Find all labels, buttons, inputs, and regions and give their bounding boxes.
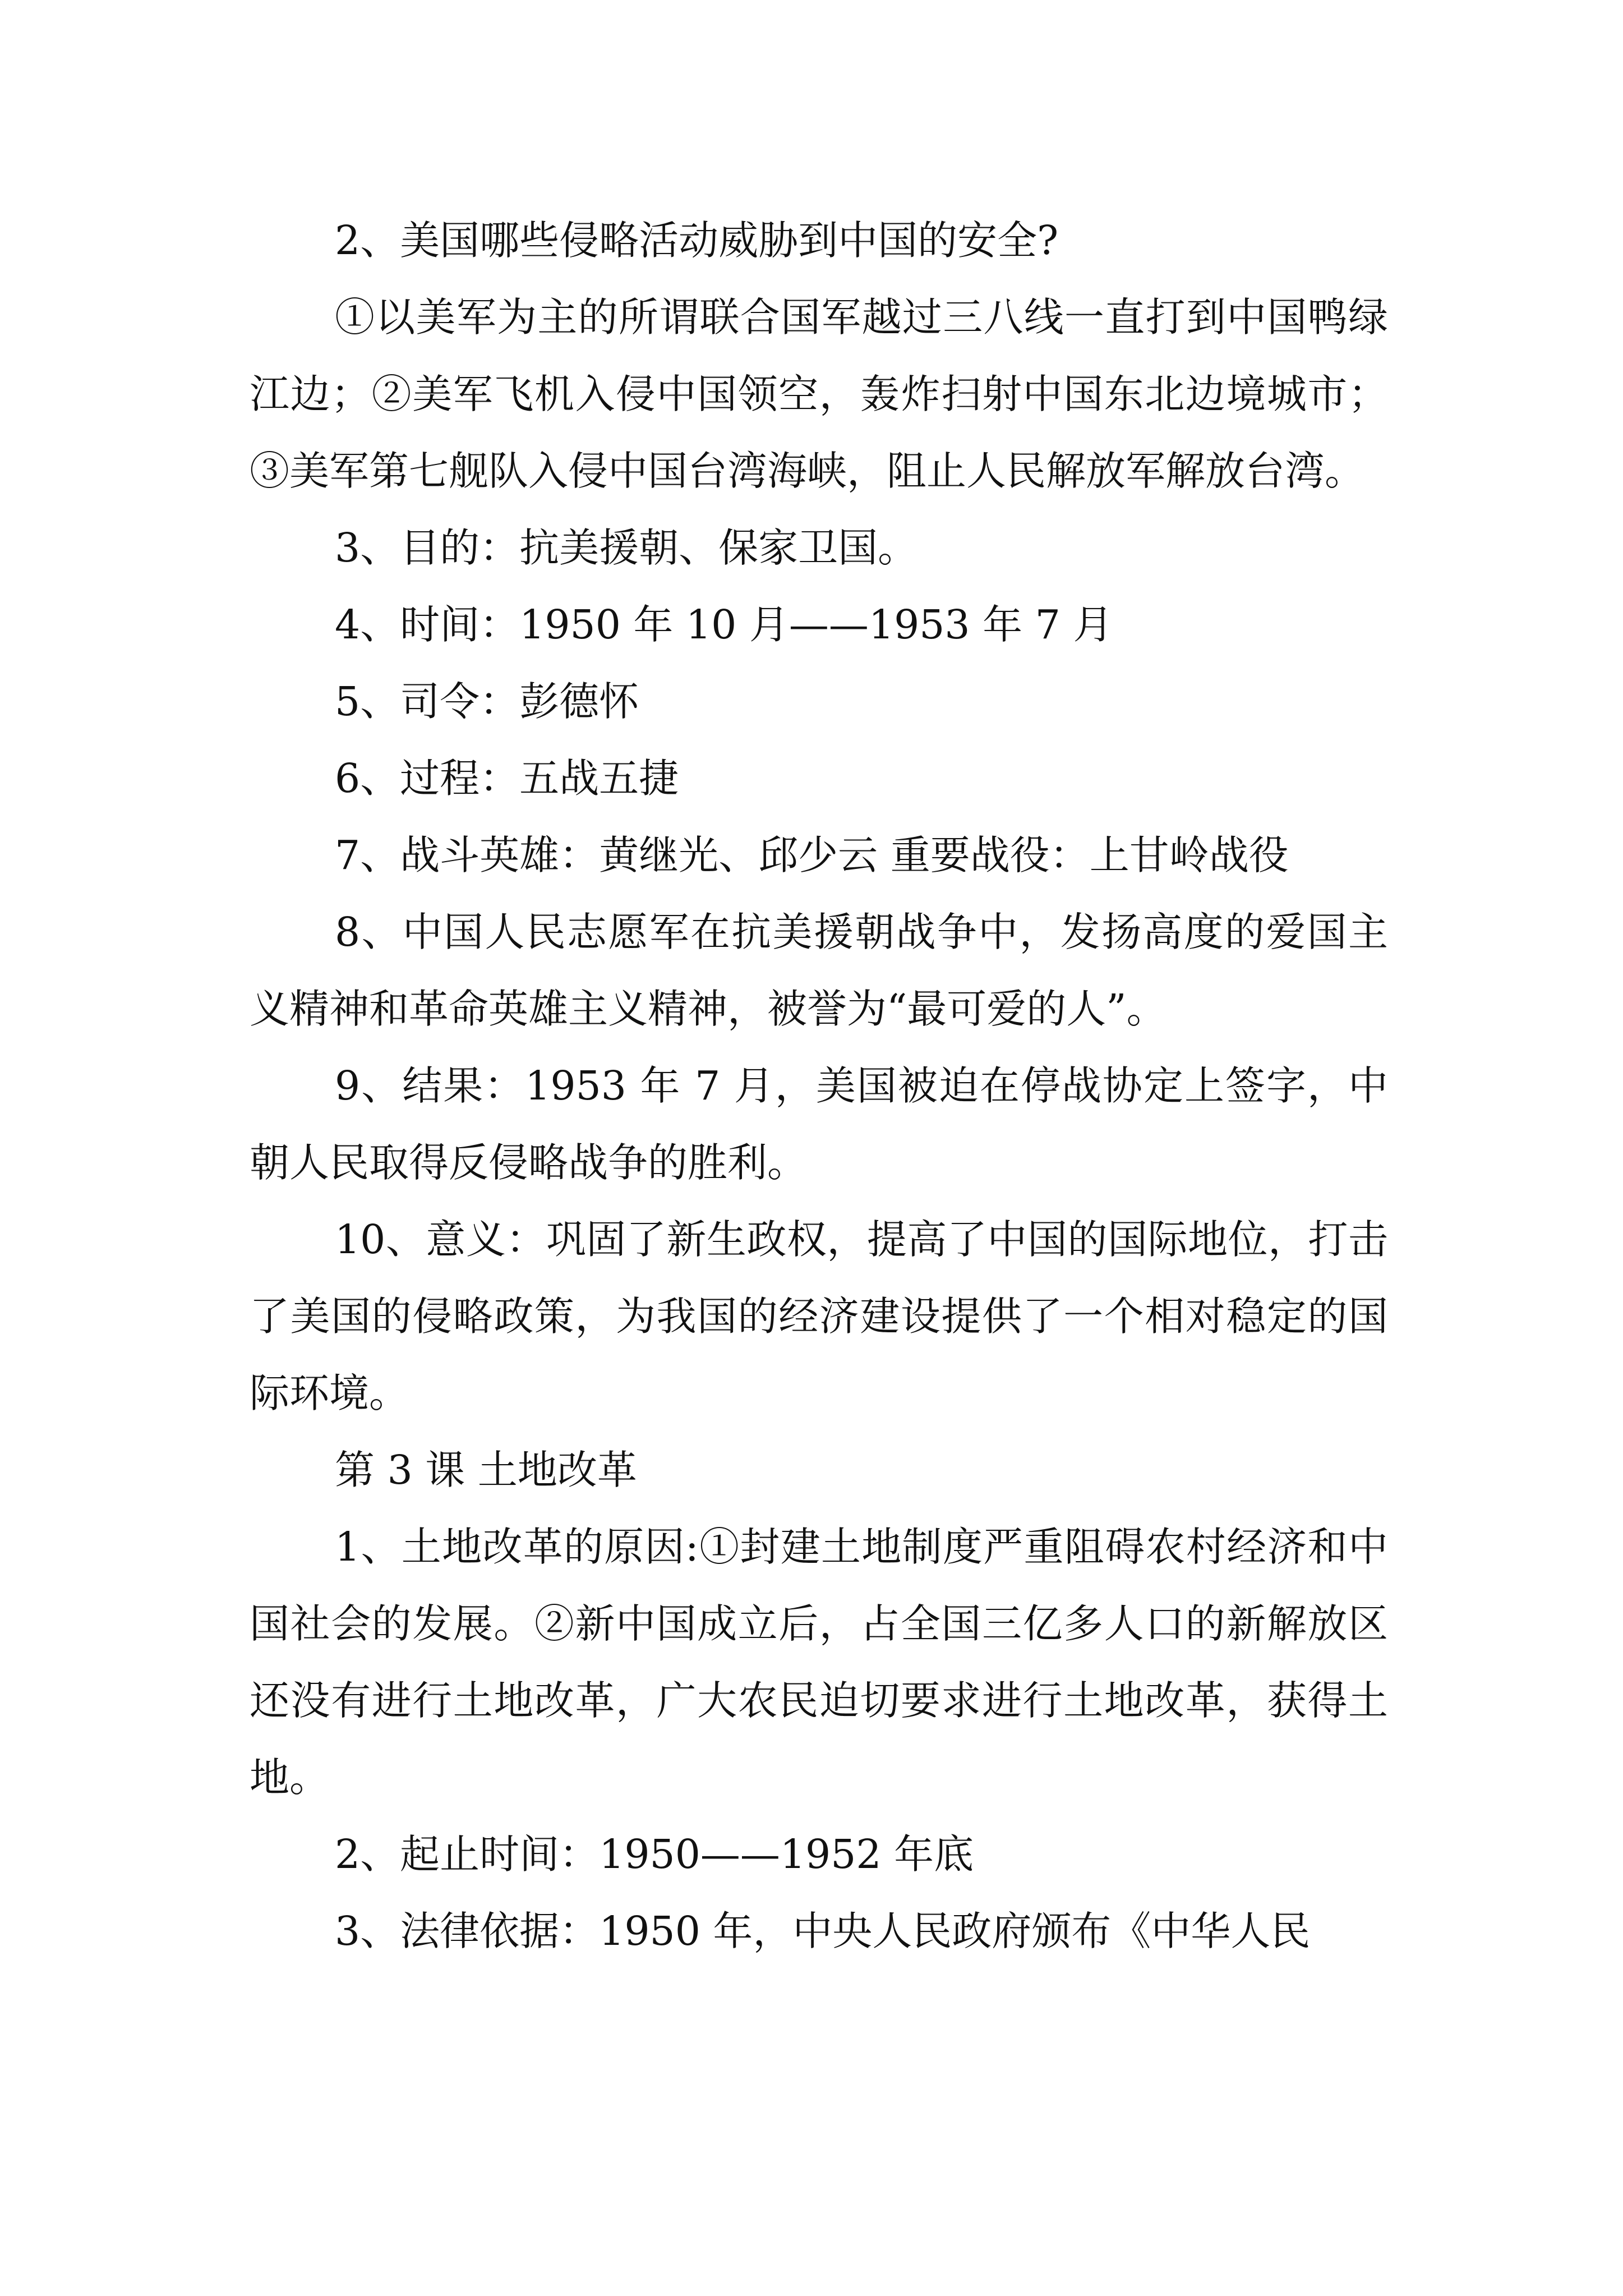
- paragraph-result: 9、结果：1953 年 7 月，美国被迫在停战协定上签字，中朝人民取得反侵略战争的胜利。: [250, 1062, 1388, 1186]
- lesson-heading: 第 3 课 土地改革: [335, 1447, 637, 1493]
- paragraph-us-aggression-question: 2、美国哪些侵略活动威胁到中国的安全?: [335, 217, 1059, 264]
- paragraph-volunteer-army: 8、中国人民志愿军在抗美援朝战争中，发扬高度的爱国主义精神和革命英雄主义精神，被誉为“最可爱的人”。: [250, 909, 1388, 1032]
- paragraph-us-aggression-answer: ①以美军为主的所谓联合国军越过三八线一直打到中国鸭绿江边；②美军飞机入侵中国领空，轰炸扫射中国东北边境城市；③美军第七舰队入侵中国台湾海峡，阻止人民解放军解放台湾。: [250, 294, 1388, 494]
- paragraph-time: 4、时间：1950 年 10 月——1953 年 7 月: [335, 601, 1113, 648]
- paragraph-commander: 5、司令：彭德怀: [335, 678, 639, 725]
- paragraph-land-reform-period: 2、起止时间：1950——1952 年底: [335, 1831, 974, 1878]
- paragraph-land-reform-reason: 1、土地改革的原因:①封建土地制度严重阻碍农村经济和中国社会的发展。②新中国成立后，占全国三亿多人口的新解放区还没有进行土地改革，广大农民迫切要求进行土地改革，获得土地。: [250, 1524, 1388, 1801]
- paragraph-purpose: 3、目的：抗美援朝、保家卫国。: [335, 524, 918, 571]
- paragraph-process: 6、过程：五战五捷: [335, 755, 679, 802]
- paragraph-significance: 10、意义：巩固了新生政权，提高了中国的国际地位，打击了美国的侵略政策，为我国的经济建设提供了一个相对稳定的国际环境。: [250, 1216, 1388, 1416]
- paragraph-heroes: 7、战斗英雄：黄继光、邱少云 重要战役：上甘岭战役: [335, 832, 1289, 878]
- document-body: [250, 202, 1388, 1970]
- paragraph-legal-basis: 3、法律依据：1950 年，中央人民政府颁布《中华人民: [335, 1908, 1311, 1954]
